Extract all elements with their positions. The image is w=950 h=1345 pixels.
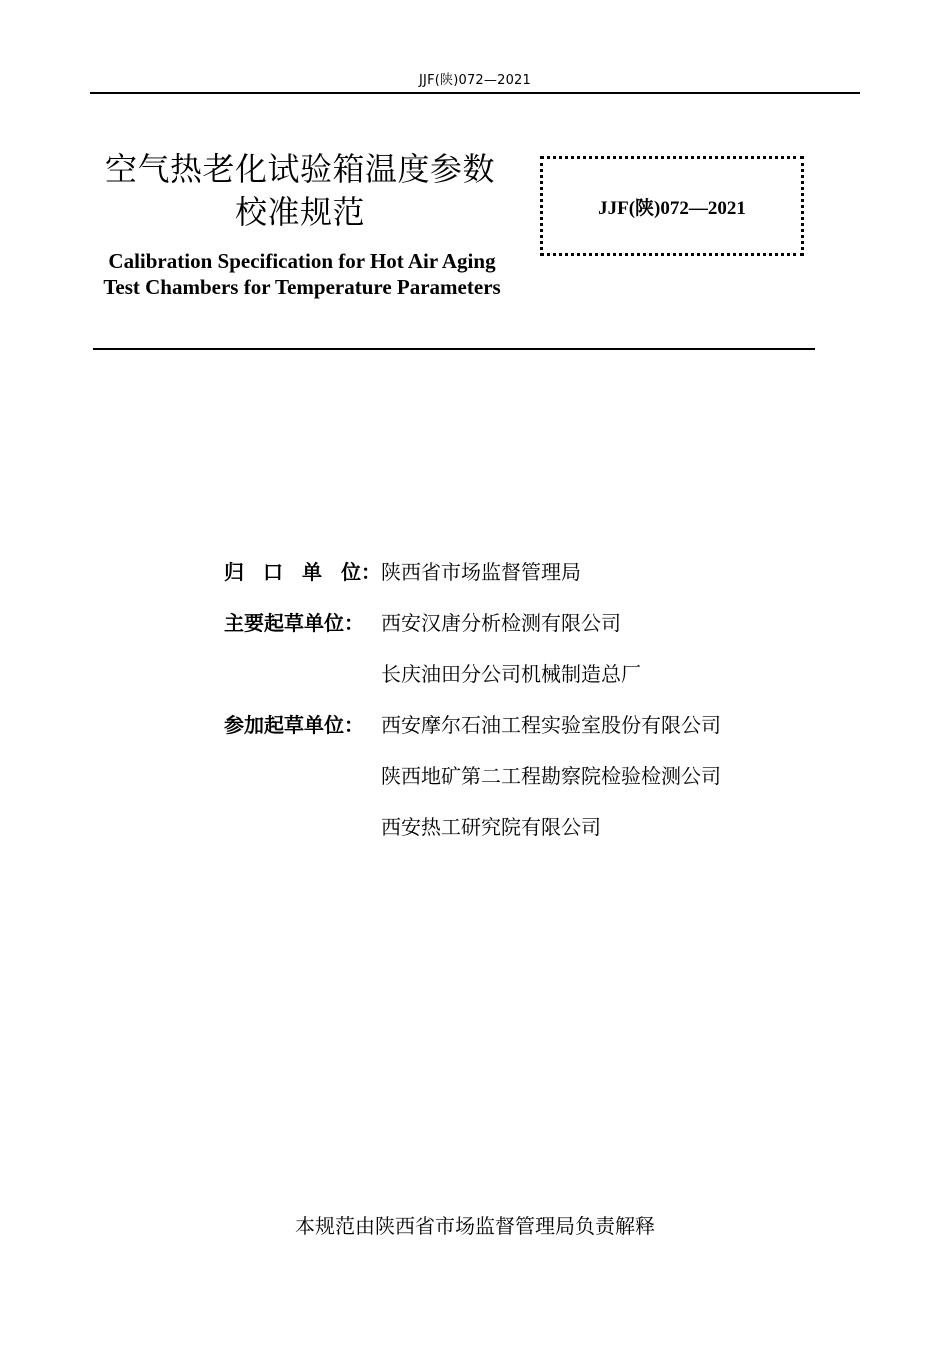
interpretation-note: 本规范由陕西省市场监督管理局负责解释 (295, 1214, 655, 1238)
title-chinese-line-1: 空气热老化试验箱温度参数 (104, 150, 495, 188)
participating-unit-3: 西安热工研究院有限公司 (381, 815, 601, 839)
main-drafting-unit-row (224, 596, 864, 647)
organizations-block (224, 545, 864, 851)
participating-unit-row (224, 698, 864, 749)
main-drafting-unit-1: 西安汉唐分析检测有限公司 (381, 611, 621, 635)
participating-unit-row-3 (224, 800, 864, 851)
responsible-unit-label: 归 口 单 位： (224, 560, 381, 584)
title-english-line-1: Calibration Specification for Hot Air Aging (108, 249, 496, 273)
title-rule (93, 348, 815, 350)
standard-code: JJF(陕)072—2021 (598, 197, 746, 219)
title-english-line-2: Test Chambers for Temperature Parameters (103, 275, 501, 299)
title-english (70, 248, 534, 300)
participating-unit-2: 陕西地矿第二工程勘察院检验检测公司 (381, 764, 721, 788)
responsible-unit-row (224, 545, 864, 596)
header-rule (90, 92, 860, 94)
participating-unit-label: 参加起草单位： (224, 713, 364, 737)
main-drafting-unit-2: 长庆油田分公司机械制造总厂 (381, 662, 641, 686)
title-chinese (80, 148, 520, 234)
running-header-code: JJF(陕)072—2021 (419, 73, 531, 88)
main-drafting-unit-row-2 (224, 647, 864, 698)
participating-unit-row-2 (224, 749, 864, 800)
responsible-unit-value: 陕西省市场监督管理局 (381, 560, 581, 584)
standard-code-box (540, 156, 804, 256)
title-chinese-line-2: 校准规范 (234, 193, 365, 231)
main-drafting-unit-label: 主要起草单位： (224, 611, 364, 635)
participating-unit-1: 西安摩尔石油工程实验室股份有限公司 (381, 713, 721, 737)
